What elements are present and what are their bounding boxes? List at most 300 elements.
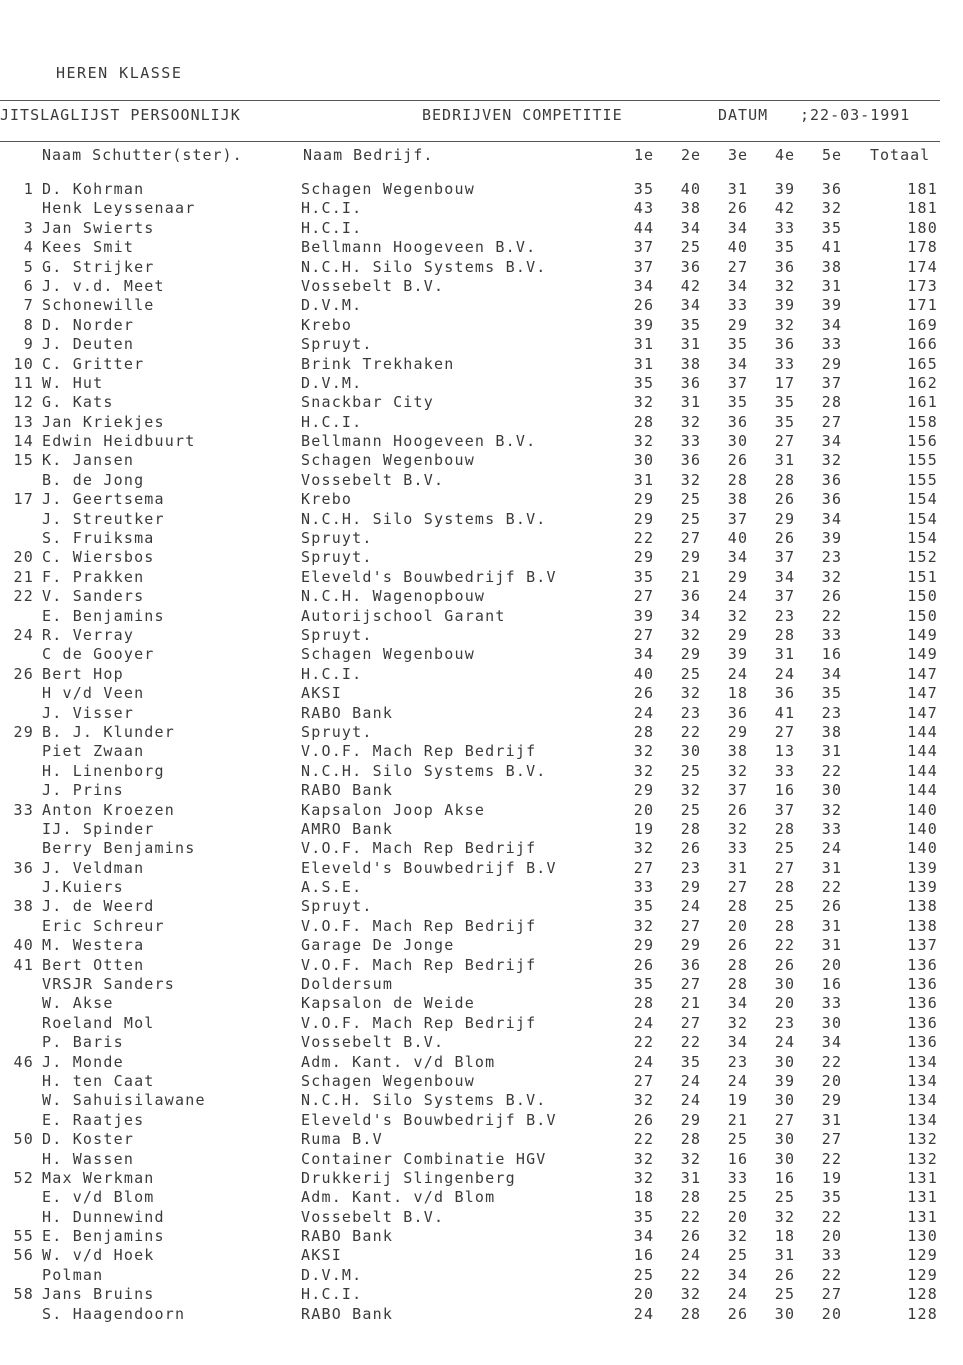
- total-cell: 134: [907, 1071, 938, 1090]
- score-5-cell: 22: [821, 1052, 843, 1071]
- score-2-cell: 25: [680, 761, 702, 780]
- total-cell: 161: [907, 393, 938, 412]
- score-3-cell: 29: [727, 722, 749, 741]
- total-cell: 151: [907, 567, 938, 586]
- score-2-cell: 34: [680, 218, 702, 237]
- table-row: [0, 393, 963, 412]
- score-1-cell: 24: [633, 1052, 655, 1071]
- score-3-cell: 33: [727, 1168, 749, 1187]
- score-1-cell: 28: [633, 722, 655, 741]
- shooter-name-cell: Berry Benjamins: [42, 839, 196, 858]
- score-2-cell: 32: [680, 781, 702, 800]
- total-cell: 149: [907, 645, 938, 664]
- score-4-cell: 39: [774, 296, 796, 315]
- score-2-cell: 27: [680, 529, 702, 548]
- rank-cell: 12: [13, 393, 34, 412]
- company-cell: D.V.M.: [301, 373, 363, 392]
- score-1-cell: 34: [633, 1227, 655, 1246]
- score-2-cell: 32: [680, 412, 702, 431]
- total-cell: 136: [907, 1013, 938, 1032]
- score-2-cell: 36: [680, 257, 702, 276]
- table-row: [0, 723, 963, 742]
- table-row: [0, 801, 963, 820]
- score-1-cell: 32: [633, 742, 655, 761]
- shooter-name-cell: S. Fruiksma: [42, 529, 155, 548]
- total-cell: 129: [907, 1265, 938, 1284]
- score-5-cell: 27: [821, 1285, 843, 1304]
- score-1-cell: 24: [633, 1304, 655, 1323]
- rank-cell: 26: [13, 664, 34, 683]
- shooter-name-cell: E. Benjamins: [42, 606, 165, 625]
- score-1-cell: 29: [633, 548, 655, 567]
- score-4-cell: 31: [774, 645, 796, 664]
- score-3-cell: 31: [727, 858, 749, 877]
- company-cell: N.C.H. Wagenopbouw: [301, 587, 486, 606]
- score-3-cell: 24: [727, 1071, 749, 1090]
- score-4-cell: 37: [774, 800, 796, 819]
- shooter-name-cell: K. Jansen: [42, 451, 135, 470]
- shooter-name-cell: F. Prakken: [42, 567, 145, 586]
- total-cell: 128: [907, 1285, 938, 1304]
- shooter-name-cell: Eric Schreur: [42, 916, 165, 935]
- company-cell: RABO Bank: [301, 781, 394, 800]
- score-3-cell: 24: [727, 664, 749, 683]
- score-1-cell: 32: [633, 1168, 655, 1187]
- score-3-cell: 35: [727, 393, 749, 412]
- shooter-name-cell: G. Kats: [42, 393, 114, 412]
- total-cell: 150: [907, 587, 938, 606]
- total-cell: 136: [907, 955, 938, 974]
- company-cell: Adm. Kant. v/d Blom: [301, 1052, 496, 1071]
- score-1-cell: 24: [633, 1013, 655, 1032]
- score-2-cell: 29: [680, 936, 702, 955]
- shooter-name-cell: Piet Zwaan: [42, 742, 145, 761]
- list-title: JITSLAGLIJST PERSOONLIJK: [0, 106, 241, 124]
- score-1-cell: 27: [633, 858, 655, 877]
- score-3-cell: 40: [727, 238, 749, 257]
- company-cell: Snackbar City: [301, 393, 434, 412]
- company-cell: Schagen Wegenbouw: [301, 645, 475, 664]
- table-row: [0, 897, 963, 916]
- company-cell: Doldersum: [301, 975, 394, 994]
- shooter-name-cell: J. Monde: [42, 1052, 124, 1071]
- rank-cell: 36: [13, 858, 34, 877]
- company-cell: Vossebelt B.V.: [301, 1207, 445, 1226]
- company-cell: Drukkerij Slingenberg: [301, 1168, 516, 1187]
- score-4-cell: 36: [774, 684, 796, 703]
- shooter-name-cell: Kees Smit: [42, 238, 135, 257]
- total-cell: 147: [907, 703, 938, 722]
- score-2-cell: 24: [680, 897, 702, 916]
- company-cell: D.V.M.: [301, 296, 363, 315]
- score-4-cell: 26: [774, 955, 796, 974]
- rank-cell: 14: [13, 432, 34, 451]
- table-row: [0, 956, 963, 975]
- score-3-cell: 34: [727, 994, 749, 1013]
- score-2-cell: 22: [680, 722, 702, 741]
- shooter-name-cell: E. Raatjes: [42, 1110, 145, 1129]
- total-cell: 149: [907, 625, 938, 644]
- company-cell: Kapsalon de Weide: [301, 994, 475, 1013]
- table-row: [0, 238, 963, 257]
- shooter-name-cell: J. v.d. Meet: [42, 276, 165, 295]
- score-1-cell: 31: [633, 470, 655, 489]
- shooter-name-cell: Schonewille: [42, 296, 155, 315]
- col-header-name: Naam Schutter(ster).: [42, 146, 243, 164]
- score-3-cell: 34: [727, 276, 749, 295]
- score-5-cell: 23: [821, 548, 843, 567]
- company-cell: Vossebelt B.V.: [301, 470, 445, 489]
- rank-cell: 56: [13, 1246, 34, 1265]
- score-5-cell: 16: [821, 645, 843, 664]
- score-1-cell: 35: [633, 373, 655, 392]
- score-3-cell: 32: [727, 819, 749, 838]
- score-5-cell: 22: [821, 878, 843, 897]
- score-5-cell: 34: [821, 432, 843, 451]
- score-2-cell: 34: [680, 296, 702, 315]
- total-cell: 166: [907, 335, 938, 354]
- score-1-cell: 25: [633, 1265, 655, 1284]
- score-5-cell: 35: [821, 1188, 843, 1207]
- score-4-cell: 33: [774, 761, 796, 780]
- score-1-cell: 22: [633, 529, 655, 548]
- score-2-cell: 26: [680, 1227, 702, 1246]
- score-3-cell: 25: [727, 1130, 749, 1149]
- rank-cell: 7: [23, 296, 34, 315]
- score-3-cell: 16: [727, 1149, 749, 1168]
- score-3-cell: 37: [727, 373, 749, 392]
- shooter-name-cell: S. Haagendoorn: [42, 1304, 186, 1323]
- score-2-cell: 42: [680, 276, 702, 295]
- company-cell: RABO Bank: [301, 1227, 394, 1246]
- table-row: [0, 975, 963, 994]
- score-4-cell: 33: [774, 218, 796, 237]
- score-4-cell: 27: [774, 1110, 796, 1129]
- score-4-cell: 34: [774, 567, 796, 586]
- score-1-cell: 29: [633, 490, 655, 509]
- company-cell: N.C.H. Silo Systems B.V.: [301, 1091, 547, 1110]
- score-3-cell: 20: [727, 1207, 749, 1226]
- company-cell: A.S.E.: [301, 878, 363, 897]
- shooter-name-cell: VRSJR Sanders: [42, 975, 175, 994]
- score-5-cell: 20: [821, 1071, 843, 1090]
- score-2-cell: 21: [680, 567, 702, 586]
- shooter-name-cell: J. Veldman: [42, 858, 145, 877]
- score-1-cell: 26: [633, 684, 655, 703]
- total-cell: 134: [907, 1110, 938, 1129]
- shooter-name-cell: H v/d Veen: [42, 684, 145, 703]
- score-1-cell: 29: [633, 781, 655, 800]
- table-row: [0, 1130, 963, 1149]
- score-4-cell: 26: [774, 490, 796, 509]
- company-cell: AMRO Bank: [301, 819, 394, 838]
- score-2-cell: 28: [680, 1188, 702, 1207]
- shooter-name-cell: Bert Otten: [42, 955, 145, 974]
- table-row: [0, 684, 963, 703]
- rank-cell: 38: [13, 897, 34, 916]
- score-1-cell: 22: [633, 1033, 655, 1052]
- score-4-cell: 33: [774, 354, 796, 373]
- table-row: [0, 335, 963, 354]
- score-1-cell: 16: [633, 1246, 655, 1265]
- score-2-cell: 23: [680, 858, 702, 877]
- rank-cell: 15: [13, 451, 34, 470]
- score-2-cell: 32: [680, 1149, 702, 1168]
- score-5-cell: 34: [821, 664, 843, 683]
- score-1-cell: 32: [633, 393, 655, 412]
- score-5-cell: 32: [821, 199, 843, 218]
- score-2-cell: 38: [680, 199, 702, 218]
- score-5-cell: 27: [821, 1130, 843, 1149]
- score-2-cell: 38: [680, 354, 702, 373]
- total-cell: 138: [907, 897, 938, 916]
- score-4-cell: 35: [774, 393, 796, 412]
- score-3-cell: 30: [727, 432, 749, 451]
- company-cell: H.C.I.: [301, 199, 363, 218]
- score-3-cell: 26: [727, 936, 749, 955]
- score-5-cell: 33: [821, 1246, 843, 1265]
- rank-cell: 20: [13, 548, 34, 567]
- score-4-cell: 20: [774, 994, 796, 1013]
- score-2-cell: 32: [680, 625, 702, 644]
- total-cell: 128: [907, 1304, 938, 1323]
- score-5-cell: 24: [821, 839, 843, 858]
- table-row: [0, 820, 963, 839]
- company-cell: Kapsalon Joop Akse: [301, 800, 486, 819]
- score-4-cell: 32: [774, 276, 796, 295]
- score-1-cell: 35: [633, 897, 655, 916]
- table-row: [0, 839, 963, 858]
- score-5-cell: 29: [821, 354, 843, 373]
- table-row: [0, 219, 963, 238]
- shooter-name-cell: H. Wassen: [42, 1149, 135, 1168]
- score-2-cell: 35: [680, 1052, 702, 1071]
- shooter-name-cell: D. Kohrman: [42, 180, 145, 198]
- table-row: [0, 859, 963, 878]
- score-5-cell: 22: [821, 606, 843, 625]
- score-4-cell: 25: [774, 839, 796, 858]
- score-3-cell: 23: [727, 1052, 749, 1071]
- rank-cell: 1: [23, 180, 34, 198]
- score-2-cell: 21: [680, 994, 702, 1013]
- rank-cell: 3: [23, 218, 34, 237]
- score-5-cell: 35: [821, 218, 843, 237]
- total-cell: 174: [907, 257, 938, 276]
- company-cell: Spruyt.: [301, 625, 373, 644]
- score-4-cell: 27: [774, 722, 796, 741]
- total-cell: 181: [907, 180, 938, 198]
- total-cell: 137: [907, 936, 938, 955]
- company-cell: Spruyt.: [301, 548, 373, 567]
- shooter-name-cell: J.Kuiers: [42, 878, 124, 897]
- shooter-name-cell: Polman: [42, 1265, 104, 1284]
- table-row: [0, 1169, 963, 1188]
- rank-cell: 4: [23, 238, 34, 257]
- score-2-cell: 36: [680, 451, 702, 470]
- table-row: [0, 645, 963, 664]
- shooter-name-cell: W. Sahuisilawane: [42, 1091, 206, 1110]
- total-cell: 136: [907, 975, 938, 994]
- total-cell: 140: [907, 819, 938, 838]
- score-4-cell: 24: [774, 1033, 796, 1052]
- shooter-name-cell: V. Sanders: [42, 587, 145, 606]
- score-3-cell: 21: [727, 1110, 749, 1129]
- table-row: [0, 742, 963, 761]
- company-cell: V.O.F. Mach Rep Bedrijf: [301, 916, 537, 935]
- score-2-cell: 36: [680, 373, 702, 392]
- score-1-cell: 22: [633, 1130, 655, 1149]
- score-5-cell: 31: [821, 916, 843, 935]
- table-row: [0, 277, 963, 296]
- shooter-name-cell: M. Westera: [42, 936, 145, 955]
- company-cell: Eleveld's Bouwbedrijf B.V: [301, 567, 557, 586]
- table-row: [0, 1014, 963, 1033]
- score-2-cell: 32: [680, 1285, 702, 1304]
- table-row: [0, 936, 963, 955]
- score-3-cell: 35: [727, 335, 749, 354]
- score-5-cell: 31: [821, 1110, 843, 1129]
- score-3-cell: 26: [727, 1304, 749, 1323]
- score-4-cell: 39: [774, 180, 796, 198]
- table-row: [0, 1305, 963, 1324]
- rank-cell: 21: [13, 567, 34, 586]
- score-4-cell: 30: [774, 1304, 796, 1323]
- shooter-name-cell: J. de Weerd: [42, 897, 155, 916]
- score-1-cell: 18: [633, 1188, 655, 1207]
- score-2-cell: 34: [680, 606, 702, 625]
- score-2-cell: 23: [680, 703, 702, 722]
- score-4-cell: 16: [774, 1168, 796, 1187]
- score-5-cell: 20: [821, 955, 843, 974]
- total-cell: 130: [907, 1227, 938, 1246]
- col-header-1e: 1e: [634, 146, 655, 164]
- shooter-name-cell: J. Prins: [42, 781, 124, 800]
- total-cell: 136: [907, 994, 938, 1013]
- score-5-cell: 31: [821, 936, 843, 955]
- score-2-cell: 29: [680, 878, 702, 897]
- table-row: [0, 316, 963, 335]
- score-3-cell: 39: [727, 645, 749, 664]
- table-row: [0, 180, 963, 199]
- date-value: ;22-03-1991: [800, 106, 911, 124]
- table-row: [0, 1208, 963, 1227]
- score-1-cell: 32: [633, 1091, 655, 1110]
- table-row: [0, 1091, 963, 1110]
- rank-cell: 22: [13, 587, 34, 606]
- score-2-cell: 22: [680, 1207, 702, 1226]
- company-cell: Brink Trekhaken: [301, 354, 455, 373]
- score-2-cell: 25: [680, 238, 702, 257]
- score-1-cell: 34: [633, 276, 655, 295]
- score-3-cell: 33: [727, 839, 749, 858]
- score-3-cell: 26: [727, 199, 749, 218]
- score-1-cell: 35: [633, 1207, 655, 1226]
- top-divider: [0, 100, 940, 101]
- total-cell: 171: [907, 296, 938, 315]
- table-row: [0, 413, 963, 432]
- score-1-cell: 43: [633, 199, 655, 218]
- score-5-cell: 22: [821, 1149, 843, 1168]
- shooter-name-cell: Jans Bruins: [42, 1285, 155, 1304]
- total-cell: 132: [907, 1149, 938, 1168]
- shooter-name-cell: J. Deuten: [42, 335, 135, 354]
- company-cell: D.V.M.: [301, 1265, 363, 1284]
- shooter-name-cell: G. Strijker: [42, 257, 155, 276]
- score-3-cell: 28: [727, 975, 749, 994]
- table-row: [0, 258, 963, 277]
- score-3-cell: 37: [727, 781, 749, 800]
- score-2-cell: 35: [680, 315, 702, 334]
- score-5-cell: 19: [821, 1168, 843, 1187]
- score-4-cell: 18: [774, 1227, 796, 1246]
- results-table: [0, 180, 963, 1324]
- total-cell: 144: [907, 781, 938, 800]
- table-row: [0, 1111, 963, 1130]
- total-cell: 131: [907, 1188, 938, 1207]
- score-2-cell: 29: [680, 548, 702, 567]
- score-1-cell: 32: [633, 916, 655, 935]
- rank-cell: 9: [23, 335, 34, 354]
- score-5-cell: 26: [821, 587, 843, 606]
- score-1-cell: 29: [633, 936, 655, 955]
- score-2-cell: 28: [680, 1304, 702, 1323]
- company-cell: Krebo: [301, 315, 353, 334]
- score-4-cell: 27: [774, 858, 796, 877]
- score-3-cell: 28: [727, 955, 749, 974]
- score-5-cell: 30: [821, 781, 843, 800]
- company-cell: Schagen Wegenbouw: [301, 180, 475, 198]
- score-5-cell: 34: [821, 509, 843, 528]
- score-4-cell: 26: [774, 529, 796, 548]
- company-cell: Autorijschool Garant: [301, 606, 506, 625]
- score-5-cell: 26: [821, 897, 843, 916]
- score-2-cell: 36: [680, 955, 702, 974]
- score-4-cell: 23: [774, 606, 796, 625]
- score-5-cell: 29: [821, 1091, 843, 1110]
- score-5-cell: 28: [821, 393, 843, 412]
- shooter-name-cell: J. Streutker: [42, 509, 165, 528]
- table-row: [0, 199, 963, 218]
- score-1-cell: 26: [633, 1110, 655, 1129]
- score-1-cell: 32: [633, 839, 655, 858]
- table-row: [0, 548, 963, 567]
- score-4-cell: 25: [774, 1188, 796, 1207]
- company-cell: Schagen Wegenbouw: [301, 451, 475, 470]
- score-4-cell: 24: [774, 664, 796, 683]
- score-1-cell: 35: [633, 567, 655, 586]
- score-2-cell: 24: [680, 1246, 702, 1265]
- score-5-cell: 36: [821, 490, 843, 509]
- header-divider: [0, 141, 940, 142]
- rank-cell: 29: [13, 722, 34, 741]
- score-4-cell: 28: [774, 916, 796, 935]
- shooter-name-cell: Roeland Mol: [42, 1013, 155, 1032]
- table-row: [0, 781, 963, 800]
- total-cell: 147: [907, 664, 938, 683]
- col-header-4e: 4e: [775, 146, 796, 164]
- score-2-cell: 29: [680, 645, 702, 664]
- score-2-cell: 25: [680, 509, 702, 528]
- company-cell: AKSI: [301, 1246, 342, 1265]
- rank-cell: 58: [13, 1285, 34, 1304]
- score-5-cell: 20: [821, 1304, 843, 1323]
- company-cell: Spruyt.: [301, 335, 373, 354]
- shooter-name-cell: E. v/d Blom: [42, 1188, 155, 1207]
- table-row: [0, 762, 963, 781]
- score-5-cell: 27: [821, 412, 843, 431]
- score-3-cell: 33: [727, 296, 749, 315]
- score-1-cell: 28: [633, 412, 655, 431]
